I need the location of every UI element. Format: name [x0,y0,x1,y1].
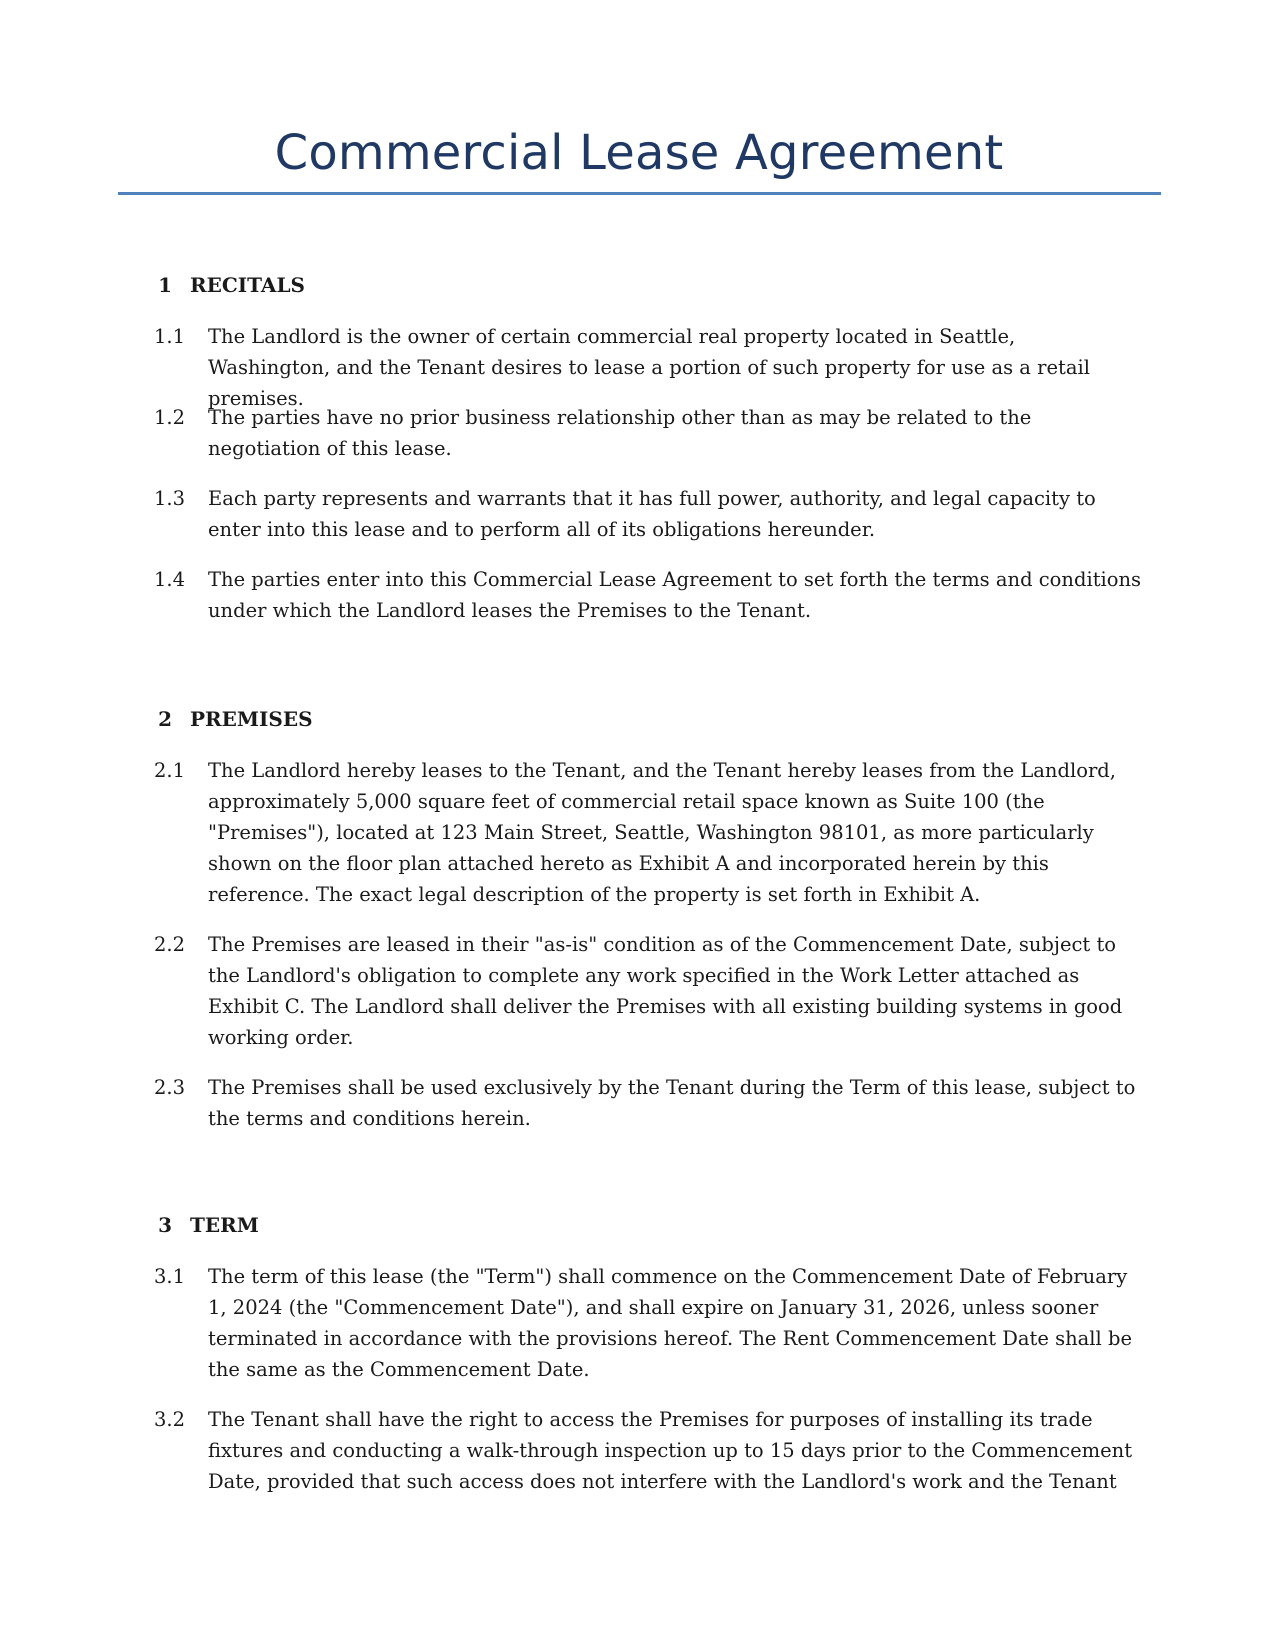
section-number: 1 [158,273,172,297]
clause-number: 3.1 [154,1265,186,1288]
clause-2-2 [150,929,1150,1053]
clause-number: 2.1 [154,759,186,782]
clause-number: 1.1 [154,325,186,348]
clause-text: Each party represents and warrants that it has full power, authority, and legal capacity to enter into this lease and to perform all of its obligations hereunder. [208,487,1096,541]
clause-text: The Premises are leased in their "as-is" condition as of the Commencement Date, subject to the Landlord's obligation to complete any work specified in the Work Letter attached as Exhibit C. The Landlord shall deliver the Premises with all existing building systems in good working order. [208,933,1123,1049]
clause-1-4 [150,564,1150,626]
section-number: 3 [158,1213,172,1237]
clause-1-3 [150,483,1150,545]
clause-1-2 [150,402,1150,464]
clause-number: 3.2 [154,1408,186,1431]
clause-text: The Tenant shall have the right to access the Premises for purposes of installing its trade fixtures and conducting a walk-through inspection up to 15 days prior to the Commencement Date, provided that such access does not interfere with the Landlord's work and the Tenant [208,1408,1133,1493]
section-title: PREMISES [190,707,313,731]
section-heading-recitals [150,270,1150,300]
clause-text: The Premises shall be used exclusively by the Tenant during the Term of this lease, subject to the terms and conditions herein. [208,1076,1136,1130]
section-heading-premises [150,704,1150,734]
clause-number: 2.3 [154,1076,186,1099]
clause-number: 1.2 [154,406,186,429]
clause-number: 1.3 [154,487,186,510]
clause-1-1 [150,321,1150,414]
clause-3-1 [150,1261,1150,1385]
clause-text: The Landlord is the owner of certain commercial real property located in Seattle, Washington, and the Tenant desires to lease a portion of such property for use as a retail premises. [208,325,1090,410]
clause-2-3 [150,1072,1150,1134]
section-number: 2 [158,707,172,731]
section-title: RECITALS [190,273,305,297]
clause-number: 1.4 [154,568,186,591]
clause-3-2 [150,1404,1150,1497]
section-title: TERM [190,1213,259,1237]
clause-text: The parties enter into this Commercial Lease Agreement to set forth the terms and conditions under which the Landlord leases the Premises to the Tenant. [208,568,1142,622]
clause-text: The Landlord hereby leases to the Tenant, and the Tenant hereby leases from the Landlord, approximately 5,000 square feet of commercial retail space known as Suite 100 (the "Premises"), located at 123 Main Street, Seattle, Washington 98101, as more particularly shown on the floor plan attached hereto as Exhibit A and incorporated herein by this reference. The exact legal description of the property is set forth in Exhibit A. [208,759,1116,906]
clause-2-1 [150,755,1150,910]
document-title: Commercial Lease Agreement [274,125,1004,181]
section-heading-term [150,1210,1150,1240]
title-underline-rule [118,192,1161,195]
clause-text: The parties have no prior business relationship other than as may be related to the negotiation of this lease. [208,406,1032,460]
clause-number: 2.2 [154,933,186,956]
clause-text: The term of this lease (the "Term") shall commence on the Commencement Date of February 1, 2024 (the "Commencement Date"), and shall expire on January 31, 2026, unless sooner terminated in accordance with the provisions hereof. The Rent Commencement Date shall be the same as the Commencement Date. [208,1265,1133,1381]
